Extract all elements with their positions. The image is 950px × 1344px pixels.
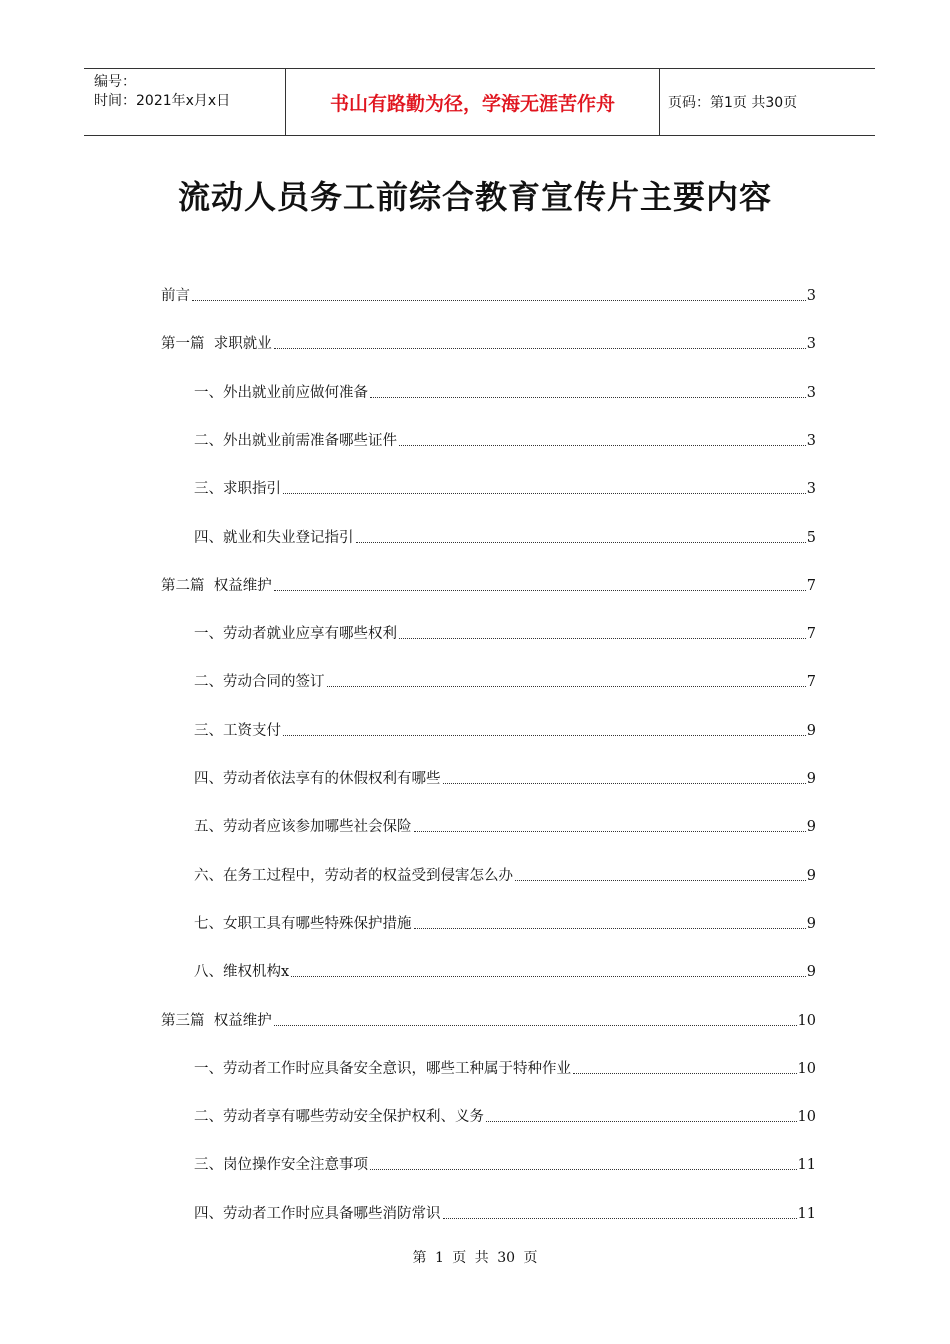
toc-entry[interactable] bbox=[194, 429, 816, 451]
toc-entry-page: 3 bbox=[806, 481, 816, 497]
toc-entry-label: 四、劳动者依法享有的休假权利有哪些 bbox=[194, 771, 441, 787]
toc-entry[interactable] bbox=[194, 622, 816, 644]
toc-entry-label: 二、外出就业前需准备哪些证件 bbox=[194, 433, 397, 449]
toc-entry-label: 五、劳动者应该参加哪些社会保险 bbox=[194, 819, 412, 835]
toc-leader-dots bbox=[399, 445, 806, 446]
toc-leader-dots bbox=[515, 880, 806, 881]
toc-entry-page: 10 bbox=[797, 1013, 816, 1029]
toc-entry[interactable] bbox=[194, 719, 816, 741]
toc-entry-label: 三、岗位操作安全注意事项 bbox=[194, 1157, 368, 1173]
toc-entry-page: 7 bbox=[806, 674, 816, 690]
number-label: 编号： bbox=[94, 74, 136, 90]
toc-entry-label: 四、就业和失业登记指引 bbox=[194, 530, 354, 546]
toc-leader-dots bbox=[399, 638, 806, 639]
toc-entry-page: 9 bbox=[806, 771, 816, 787]
toc-entry-label: 一、劳动者就业应享有哪些权利 bbox=[194, 626, 397, 642]
toc-entry-page: 9 bbox=[806, 916, 816, 932]
toc-entry-label: 一、外出就业前应做何准备 bbox=[194, 385, 368, 401]
toc-leader-dots bbox=[370, 1169, 797, 1170]
header-meta bbox=[84, 69, 286, 135]
toc-entry-page: 9 bbox=[806, 723, 816, 739]
toc-entry[interactable] bbox=[194, 767, 816, 789]
toc-leader-dots bbox=[573, 1073, 797, 1074]
toc-leader-dots bbox=[443, 1218, 797, 1219]
toc-entry-label: 第二篇 权益维护 bbox=[161, 578, 272, 594]
toc-entry[interactable] bbox=[194, 670, 816, 692]
toc-leader-dots bbox=[443, 783, 806, 784]
toc-entry[interactable] bbox=[161, 574, 816, 596]
time-label: 时间：2021年x月x日 bbox=[94, 93, 231, 109]
toc-entry-label: 二、劳动合同的签订 bbox=[194, 674, 325, 690]
toc-entry-page: 5 bbox=[806, 530, 816, 546]
toc-entry[interactable] bbox=[194, 815, 816, 837]
toc-entry-page: 7 bbox=[806, 578, 816, 594]
toc-entry-page: 10 bbox=[797, 1061, 816, 1077]
toc-leader-dots bbox=[356, 542, 806, 543]
toc-entry[interactable] bbox=[194, 1057, 816, 1079]
toc-entry[interactable] bbox=[161, 1009, 816, 1031]
page-footer: 第 1 页 共 30 页 bbox=[412, 1250, 538, 1266]
toc-entry-page: 3 bbox=[806, 433, 816, 449]
toc-entry-label: 四、劳动者工作时应具备哪些消防常识 bbox=[194, 1206, 441, 1222]
toc-leader-dots bbox=[370, 397, 806, 398]
toc-entry[interactable] bbox=[194, 1105, 816, 1127]
toc-leader-dots bbox=[414, 831, 806, 832]
toc-entry[interactable] bbox=[194, 381, 816, 403]
toc-entry[interactable] bbox=[194, 526, 816, 548]
toc-entry-label: 七、女职工具有哪些特殊保护措施 bbox=[194, 916, 412, 932]
toc-entry[interactable] bbox=[194, 864, 816, 886]
toc-entry-page: 10 bbox=[797, 1109, 816, 1125]
header-motto bbox=[286, 69, 660, 135]
toc-entry-label: 八、维权机构x bbox=[194, 964, 290, 980]
toc-entry-label: 二、劳动者享有哪些劳动安全保护权利、义务 bbox=[194, 1109, 484, 1125]
toc-leader-dots bbox=[274, 1025, 797, 1026]
toc-leader-dots bbox=[274, 590, 806, 591]
toc-entry[interactable] bbox=[161, 284, 816, 306]
toc-entry-label: 六、在务工过程中，劳动者的权益受到侵害怎么办 bbox=[194, 868, 513, 884]
toc-entry-label: 第一篇 求职就业 bbox=[161, 336, 272, 352]
toc-entry[interactable] bbox=[194, 912, 816, 934]
toc-entry[interactable] bbox=[194, 477, 816, 499]
toc-entry-page: 3 bbox=[806, 385, 816, 401]
toc-entry-page: 3 bbox=[806, 288, 816, 304]
toc-leader-dots bbox=[283, 735, 806, 736]
toc-entry-label: 三、工资支付 bbox=[194, 723, 281, 739]
toc-entry-label: 前言 bbox=[161, 288, 190, 304]
toc-entry[interactable] bbox=[194, 1153, 816, 1175]
toc-leader-dots bbox=[414, 928, 806, 929]
toc-entry-page: 11 bbox=[797, 1206, 816, 1222]
header-page-info: 页码：第1页 共30页 bbox=[668, 95, 798, 111]
motto-text: 书山有路勤为径，学海无涯苦作舟 bbox=[329, 92, 615, 115]
toc-entry-page: 9 bbox=[806, 868, 816, 884]
toc-leader-dots bbox=[283, 493, 806, 494]
header-table bbox=[84, 68, 875, 136]
toc-leader-dots bbox=[291, 976, 806, 977]
document-title: 流动人员务工前综合教育宣传片主要内容 bbox=[177, 178, 772, 216]
toc-entry[interactable] bbox=[194, 960, 816, 982]
toc-entry-label: 三、求职指引 bbox=[194, 481, 281, 497]
toc-leader-dots bbox=[192, 300, 806, 301]
toc-entry[interactable] bbox=[161, 332, 816, 354]
toc-entry-page: 9 bbox=[806, 964, 816, 980]
toc-entry-page: 7 bbox=[806, 626, 816, 642]
toc-entry-label: 一、劳动者工作时应具备安全意识，哪些工种属于特种作业 bbox=[194, 1061, 571, 1077]
toc-entry-page: 11 bbox=[797, 1157, 816, 1173]
toc-entry[interactable] bbox=[194, 1202, 816, 1224]
toc-entry-label: 第三篇 权益维护 bbox=[161, 1013, 272, 1029]
toc-entry-page: 3 bbox=[806, 336, 816, 352]
toc-leader-dots bbox=[486, 1121, 797, 1122]
toc-leader-dots bbox=[327, 686, 806, 687]
toc-entry-page: 9 bbox=[806, 819, 816, 835]
toc-leader-dots bbox=[274, 348, 806, 349]
